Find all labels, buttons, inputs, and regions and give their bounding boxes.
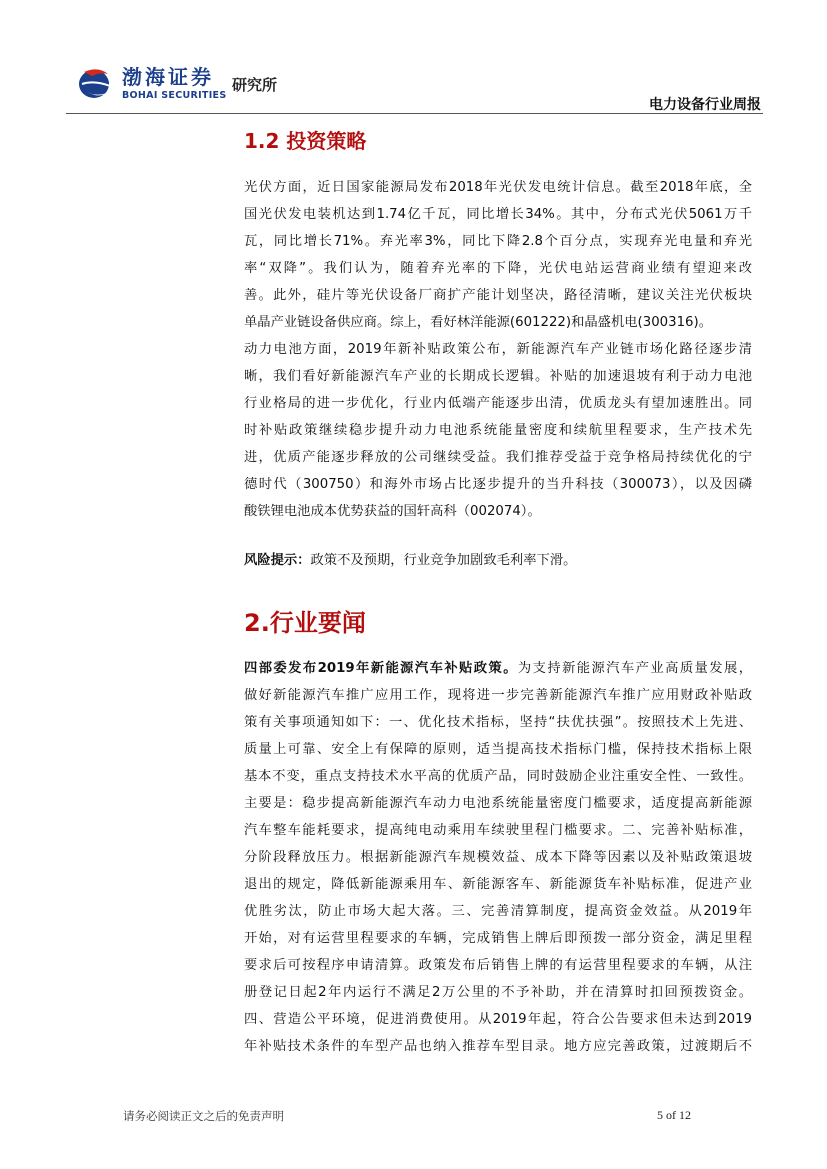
report-type: 电力设备行业周报: [649, 97, 761, 113]
bohai-logo-icon: [78, 62, 116, 102]
text-line: 时补贴政策继续稳步提升动力电池系统能量密度和续航里程要求，生产技术先: [244, 423, 752, 438]
text-line: 开始，对有运营里程要求的车辆，完成销售上牌后即预拨一部分资金，满足里程: [244, 931, 752, 946]
text-line: 瓦，同比增长71%。弃光率3%，同比下降2.8个百分点，实现弃光电量和弃光: [244, 234, 752, 249]
text-line: 单晶产业链设备供应商。综上，看好林洋能源(601222)和晶盛机电(300316)。: [244, 315, 712, 330]
text-line: 主要是：稳步提高新能源汽车动力电池系统能量密度门槛要求，适度提高新能源: [244, 796, 752, 811]
text-line: 率“双降”。我们认为，随着弃光率的下降，光伏电站运营商业绩有望迎来改: [244, 261, 752, 276]
text-line: 册登记日起2年内运行不满足2万公里的不予补助，并在清算时扣回预拨资金。: [244, 985, 752, 1000]
section-heading-investment-strategy: 1.2 投资策略: [244, 129, 367, 153]
news-text: 为支持新能源汽车产业高质量发展，: [517, 661, 752, 676]
text-line: 基本不变，重点支持技术水平高的优质产品，同时鼓励企业注重安全性、一致性。: [244, 769, 752, 784]
text-line: 策有关事项通知如下：一、优化技术指标，坚持“扶优扶强”。按照技术上先进、: [244, 715, 752, 730]
text-line: 退出的规定，降低新能源乘用车、新能源客车、新能源货车补贴标准，促进产业: [244, 877, 752, 892]
risk-label: 风险提示：: [244, 553, 311, 568]
text-line: 德时代（300750）和海外市场占比逐步提升的当升科技（300073），以及因磷: [244, 477, 752, 492]
text-line: 善。此外，硅片等光伏设备厂商扩产能计划坚决，路径清晰，建议关注光伏板块: [244, 288, 752, 303]
disclaimer-note: 请务必阅读正文之后的免责声明: [123, 1109, 284, 1123]
text-line: 分阶段释放压力。根据新能源汽车规模效益、成本下降等因素以及补贴政策退坡: [244, 850, 752, 865]
brand-name-en: BOHAI SECURITIES: [122, 90, 227, 101]
header-divider: [66, 113, 763, 114]
institute-label: 研究所: [232, 76, 278, 94]
risk-text: 政策不及预期，行业竞争加剧致毛利率下滑。: [310, 553, 577, 568]
text-line: 酸铁锂电池成本优势获益的国轩高科（002074）。: [244, 504, 541, 519]
text-line: 进，优质产能逐步释放的公司继续受益。我们推荐受益于竞争格局持续优化的宁: [244, 450, 752, 465]
text-line: 要求后可按程序申请清算。政策发布后销售上牌的有运营里程要求的车辆，从注: [244, 958, 752, 973]
text-line: 质量上可靠、安全上有保障的原则，适当提高技术指标门槛，保持技术指标上限: [244, 742, 752, 757]
text-line: 优胜劣汰，防止市场大起大落。三、完善清算制度，提高资金效益。从2019年: [244, 904, 752, 919]
text-line: 光伏方面，近日国家能源局发布2018年光伏发电统计信息。截至2018年底，全: [244, 180, 752, 195]
text-line: 行业格局的进一步优化，行业内低端产能逐步出清，优质龙头有望加速胜出。同: [244, 396, 752, 411]
text-line: 晰，我们看好新能源汽车产业的长期成长逻辑。补贴的加速退坡有利于动力电池: [244, 369, 752, 384]
section-heading-industry-news: 2.行业要闻: [244, 609, 366, 637]
risk-warning: [244, 550, 752, 572]
brand-name-cn: 渤海证券: [122, 65, 214, 89]
text-line: 四、营造公平环境，促进消费使用。从2019年起，符合公告要求但未达到2019: [244, 1012, 752, 1027]
text-line: 动力电池方面，2019年新补贴政策公布，新能源汽车产业链市场化路径逐步清: [244, 342, 752, 357]
text-line: 国光伏发电装机达到1.74亿千瓦，同比增长34%。其中，分布式光伏5061万千: [244, 207, 752, 222]
news-headline: 四部委发布2019年新能源汽车补贴政策。: [244, 661, 518, 676]
text-line: 汽车整车能耗要求，提高纯电动乘用车续驶里程门槛要求。二、完善补贴标准，: [244, 823, 752, 838]
text-line: [244, 658, 752, 680]
text-line: 做好新能源汽车推广应用工作，现将进一步完善新能源汽车推广应用财政补贴政: [244, 688, 752, 703]
text-line: 年补贴技术条件的车型产品也纳入推荐车型目录。地方应完善政策，过渡期后不: [244, 1039, 752, 1054]
page-number: 5 of 12: [657, 1108, 691, 1122]
